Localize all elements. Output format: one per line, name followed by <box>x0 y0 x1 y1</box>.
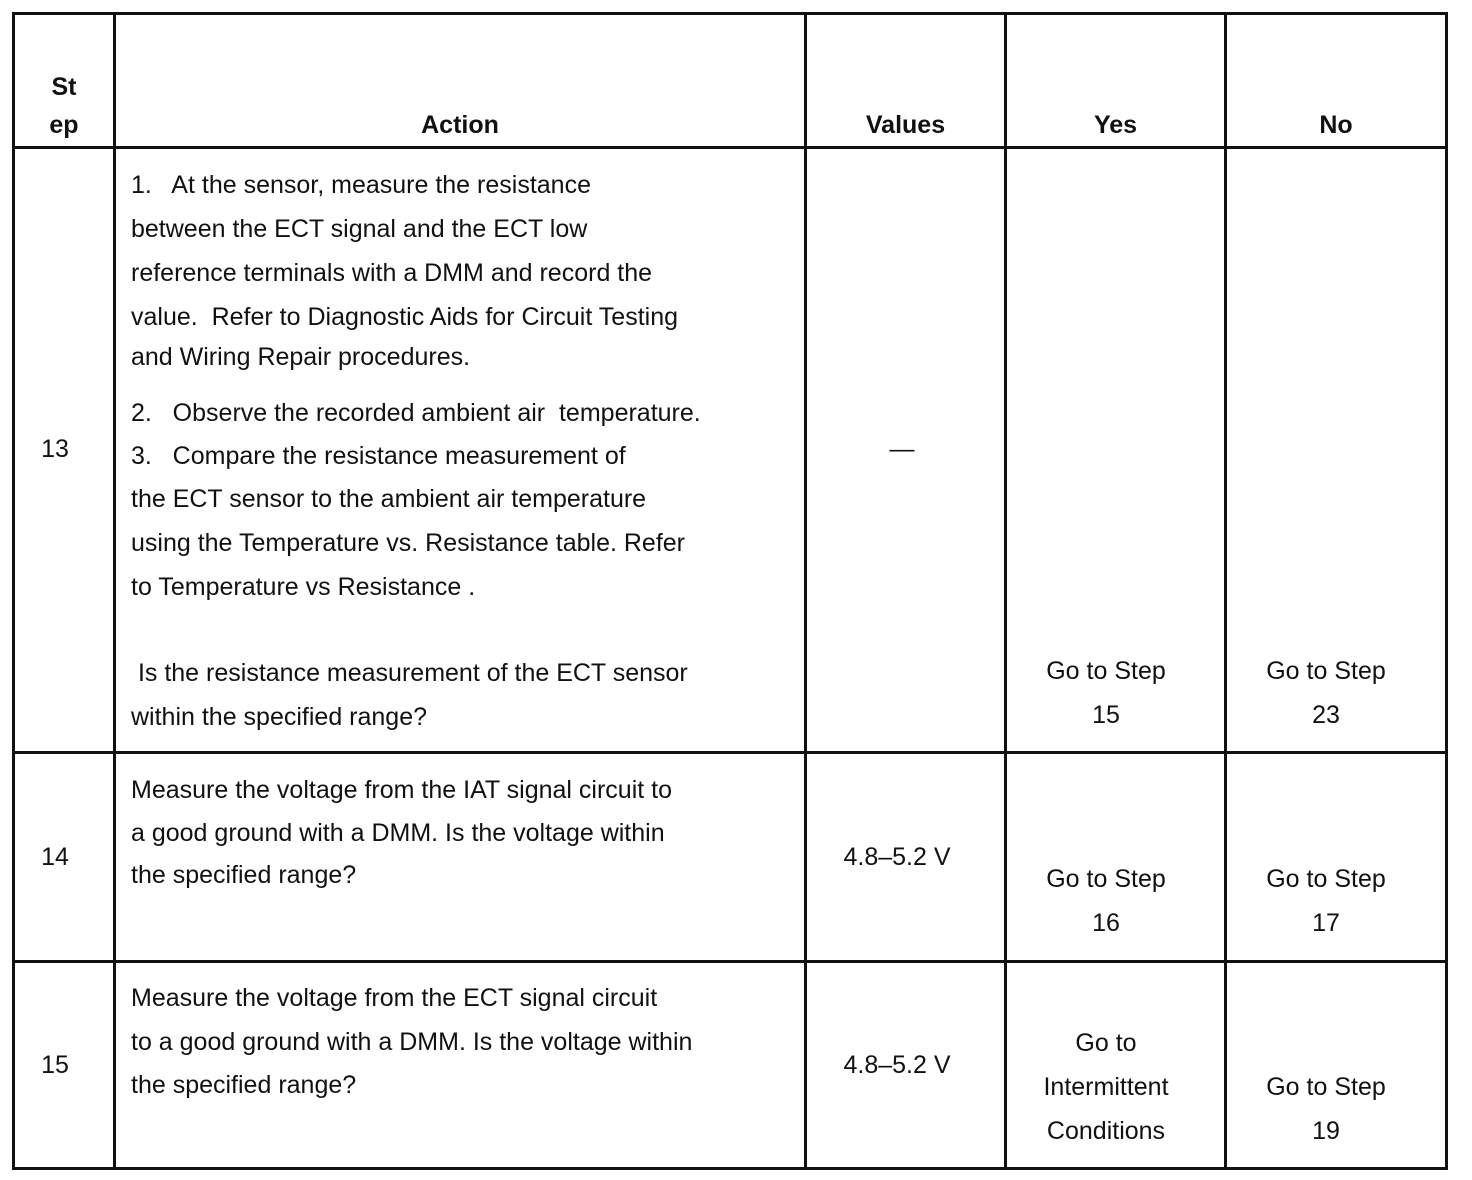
action-line: 1. At the sensor, measure the resistance <box>131 171 591 199</box>
action-line: the ECT sensor to the ambient air temperature <box>131 485 647 513</box>
rule-left <box>12 12 15 1170</box>
action-line: to a good ground with a DMM. Is the voltage within <box>131 1028 693 1056</box>
rule-top <box>12 12 1448 15</box>
rule-values-yes <box>1004 12 1007 1170</box>
no-result <box>1227 649 1425 737</box>
header-action: Action <box>421 111 499 139</box>
header-yes: Yes <box>1093 111 1138 139</box>
action-line: and Wiring Repair procedures. <box>131 343 471 371</box>
rule-row14 <box>12 960 1448 963</box>
no-line: 19 <box>1312 1117 1340 1145</box>
rule-yes-no <box>1224 12 1227 1170</box>
header-no: No <box>1319 111 1353 139</box>
action-text <box>131 163 801 739</box>
action-line: the specified range? <box>131 861 357 889</box>
value: 4.8–5.2 V <box>843 843 951 871</box>
action-line: using the Temperature vs. Resistance table. Refer <box>131 529 685 557</box>
header-values: Values <box>865 111 946 139</box>
step-number: 15 <box>41 1051 69 1079</box>
rule-right <box>1445 12 1448 1170</box>
yes-line: Go to Step <box>1046 865 1166 893</box>
yes-line: Go to <box>1075 1029 1137 1057</box>
no-result <box>1227 1065 1425 1153</box>
yes-result <box>1007 649 1205 737</box>
action-line: value. Refer to Diagnostic Aids for Circuit Testing <box>131 303 679 331</box>
action-line: between the ECT signal and the ECT low <box>131 215 588 243</box>
action-line: 2. Observe the recorded ambient air temperature. <box>131 399 701 427</box>
no-line: Go to Step <box>1266 1073 1386 1101</box>
value: — <box>889 435 915 463</box>
yes-line: Intermittent <box>1043 1073 1169 1101</box>
yes-result <box>1007 1021 1205 1153</box>
no-line: 23 <box>1312 701 1340 729</box>
action-line: a good ground with a DMM. Is the voltage within <box>131 819 665 847</box>
no-line: Go to Step <box>1266 657 1386 685</box>
rule-step-action <box>113 12 116 1170</box>
action-line: the specified range? <box>131 1071 357 1099</box>
action-line: Is the resistance measurement of the ECT sensor <box>131 659 688 687</box>
rule-row13 <box>12 751 1448 754</box>
no-line: Go to Step <box>1266 865 1386 893</box>
action-text <box>131 769 801 895</box>
action-line: 3. Compare the resistance measurement of <box>131 442 626 470</box>
yes-line: 15 <box>1092 701 1120 729</box>
value: 4.8–5.2 V <box>843 1051 951 1079</box>
yes-line: Go to Step <box>1046 657 1166 685</box>
rule-header <box>12 146 1448 149</box>
step-number: 13 <box>41 435 69 463</box>
no-result <box>1227 857 1425 945</box>
action-text <box>131 977 801 1105</box>
step-number: 14 <box>41 843 69 871</box>
action-line: to Temperature vs Resistance . <box>131 573 476 601</box>
yes-line: 16 <box>1092 909 1120 937</box>
yes-result <box>1007 857 1205 945</box>
rule-bottom <box>12 1167 1448 1170</box>
action-line: Measure the voltage from the ECT signal circuit <box>131 984 658 1012</box>
action-line: Measure the voltage from the IAT signal circuit to <box>131 776 672 804</box>
header-step-line1: St <box>51 73 77 101</box>
rule-action-values <box>804 12 807 1170</box>
no-line: 17 <box>1312 909 1340 937</box>
action-line: within the specified range? <box>131 703 428 731</box>
header-step-line2: ep <box>49 111 79 139</box>
action-line: reference terminals with a DMM and record the <box>131 259 653 287</box>
header-step <box>15 68 113 144</box>
yes-line: Conditions <box>1046 1117 1166 1145</box>
